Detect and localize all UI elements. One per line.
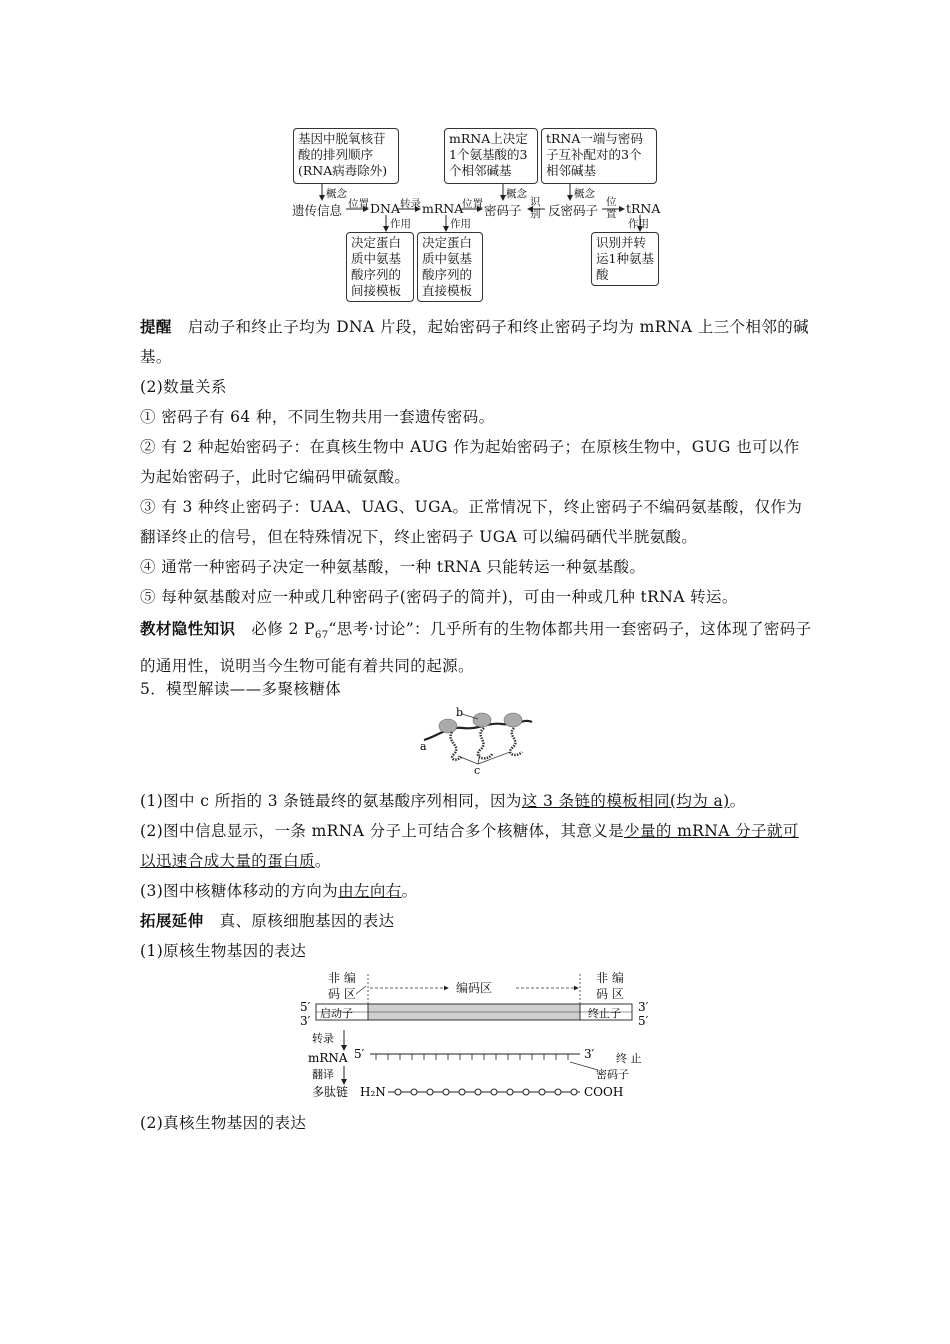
label-concept-2: 概念 xyxy=(506,188,527,200)
question-3 xyxy=(140,876,812,906)
polysome-label-b: b xyxy=(456,706,464,719)
hidden-head: 教材隐性知识 xyxy=(140,619,236,638)
gene-expression-diagram xyxy=(298,966,678,1106)
noncoding-right-2: 码 区 xyxy=(596,987,624,1001)
label-position-1: 位置 xyxy=(348,198,369,210)
tip-head: 提醒 xyxy=(140,317,172,336)
box-trna-anticodon: tRNA一端与密码子互补配对的3个相邻碱基 xyxy=(541,128,657,184)
quantity-item-1: ① 密码子有 64 种，不同生物共用一套遗传密码。 xyxy=(140,408,495,426)
label-recognize: 识别 xyxy=(530,196,541,220)
section-5-title: 5．模型解读——多聚核糖体 xyxy=(140,680,342,698)
node-mrna: mRNA xyxy=(422,201,464,216)
q1-pre: (1)图中 c 所指的 3 条链最终的氨基酸序列相同，因为 xyxy=(140,792,522,810)
noncoding-left-1: 非 编 xyxy=(328,971,356,985)
q3-post: 。 xyxy=(401,882,418,900)
q1-answer: 这 3 条链的模板相同(均为 a) xyxy=(521,792,730,810)
quantity-item-2: ② 有 2 种起始密码子：在真核生物中 AUG 作为起始密码子；在原核生物中，GUG 也可以作为起始密码子，此时它编码甲硫氨酸。 xyxy=(140,438,800,486)
tip-paragraph xyxy=(140,312,812,372)
concept-map-arrows xyxy=(0,0,950,320)
hidden-pre: 必修 2 P xyxy=(251,620,315,638)
box-mrna-codon: mRNA上决定1个氨基酸的3个相邻碱基 xyxy=(444,128,538,184)
label-role-1: 作用 xyxy=(390,218,411,230)
question-1 xyxy=(140,786,812,816)
stop-codon-1: 终 止 xyxy=(616,1052,642,1065)
box-mrna-role: 决定蛋白质中氨基酸序列的直接模板 xyxy=(417,232,483,302)
node-codon: 密码子 xyxy=(484,203,522,218)
ribosome-2 xyxy=(473,713,491,727)
quantity-title: (2)数量关系 xyxy=(140,378,227,396)
node-anticodon: 反密码子 xyxy=(548,203,599,218)
quantity-item-5: ⑤ 每种氨基酸对应一种或几种密码子(密码子的简并)，可由一种或几种 tRNA 转运。 xyxy=(140,588,738,606)
dna-3prime-right: 3′ xyxy=(638,1000,649,1014)
node-genetic-info: 遗传信息 xyxy=(292,203,343,218)
quantity-item-3: ③ 有 3 种终止密码子：UAA、UAG、UGA。正常情况下，终止密码子不编码氨基酸，仅作为翻译终止的信号，但在特殊情况下，终止密码子 UGA 可以编码硒代半胱氨酸。 xyxy=(140,498,803,546)
dna-5prime-right: 5′ xyxy=(638,1014,649,1028)
hidden-text: “思考·讨论”：几乎所有的生物体都共用一套密码子，这体现了密码子的通用性，说明当今生物可能有着共同的起源。 xyxy=(140,620,812,676)
extend-paragraph xyxy=(140,906,812,936)
q2-post: 。 xyxy=(314,852,331,870)
peptide-chain-3 xyxy=(510,728,522,755)
hidden-sub: 67 xyxy=(314,630,329,642)
q3-answer: 由左向右 xyxy=(338,882,402,900)
label-role-2: 作用 xyxy=(450,218,471,230)
peptide-label: 多肽链 xyxy=(312,1085,349,1099)
polysome-label-c: c xyxy=(474,764,481,776)
question-2 xyxy=(140,816,812,876)
noncoding-left-2: 码 区 xyxy=(328,987,356,1001)
polysome-label-a: a xyxy=(420,740,427,753)
terminator-label: 终止子 xyxy=(588,1007,621,1020)
ribosome-1 xyxy=(439,719,457,733)
dna-3prime-left: 3′ xyxy=(300,1014,311,1028)
node-dna: DNA xyxy=(370,201,400,216)
ribosome-3 xyxy=(504,713,522,727)
box-gene-sequence: 基因中脱氧核苷酸的排列顺序(RNA病毒除外) xyxy=(293,128,399,184)
c-terminus: COOH xyxy=(584,1085,624,1099)
n-terminus: H₂N xyxy=(360,1085,386,1099)
peptide-chain-2 xyxy=(478,728,492,758)
quantity-item-4: ④ 通常一种密码子决定一种氨基酸，一种 tRNA 只能转运一种氨基酸。 xyxy=(140,558,646,576)
q2-pre: (2)图中信息显示，一条 mRNA 分子上可结合多个核糖体，其意义是 xyxy=(140,822,625,840)
label-position-3: 位置 xyxy=(606,196,617,220)
label-transcribe: 转录 xyxy=(400,198,421,210)
polysome-figure xyxy=(418,706,538,776)
transcribe-label: 转录 xyxy=(312,1032,334,1045)
mrna-5prime: 5′ xyxy=(354,1047,365,1061)
translate-label: 翻译 xyxy=(312,1068,334,1081)
q1-post: 。 xyxy=(729,792,746,810)
mrna-label: mRNA xyxy=(308,1051,348,1065)
tip-text: 启动子和终止子均为 DNA 片段，起始密码子和终止密码子均为 mRNA 上三个相邻的碱基。 xyxy=(140,318,810,366)
box-dna-role: 决定蛋白质中氨基酸序列的间接模板 xyxy=(346,232,414,302)
prok-title: (1)原核生物基因的表达 xyxy=(140,942,307,960)
promoter-label: 启动子 xyxy=(320,1007,353,1020)
label-role-3: 作用 xyxy=(628,218,649,230)
label-concept-3: 概念 xyxy=(574,188,595,200)
label-concept-1: 概念 xyxy=(326,188,347,200)
hidden-knowledge xyxy=(140,614,812,681)
node-trna: tRNA xyxy=(626,201,661,216)
extend-text: 真、原核细胞基因的表达 xyxy=(219,912,395,930)
noncoding-right-1: 非 编 xyxy=(596,971,624,985)
peptide-chain-1 xyxy=(451,732,462,760)
dna-5prime-left: 5′ xyxy=(300,1000,311,1014)
mrna-3prime: 3′ xyxy=(584,1047,595,1061)
q2-answer: 少量的 mRNA 分子就可以迅速合成大量的蛋白质 xyxy=(140,822,799,870)
euk-title: (2)真核生物基因的表达 xyxy=(140,1114,307,1132)
extend-head: 拓展延伸 xyxy=(140,911,204,930)
coding-region-label: 编码区 xyxy=(456,981,493,995)
label-position-2: 位置 xyxy=(462,198,483,210)
q3-pre: (3)图中核糖体移动的方向为 xyxy=(140,882,339,900)
stop-codon-2: 密码子 xyxy=(596,1068,629,1081)
box-trna-role: 识别并转运1种氨基酸 xyxy=(591,232,659,286)
